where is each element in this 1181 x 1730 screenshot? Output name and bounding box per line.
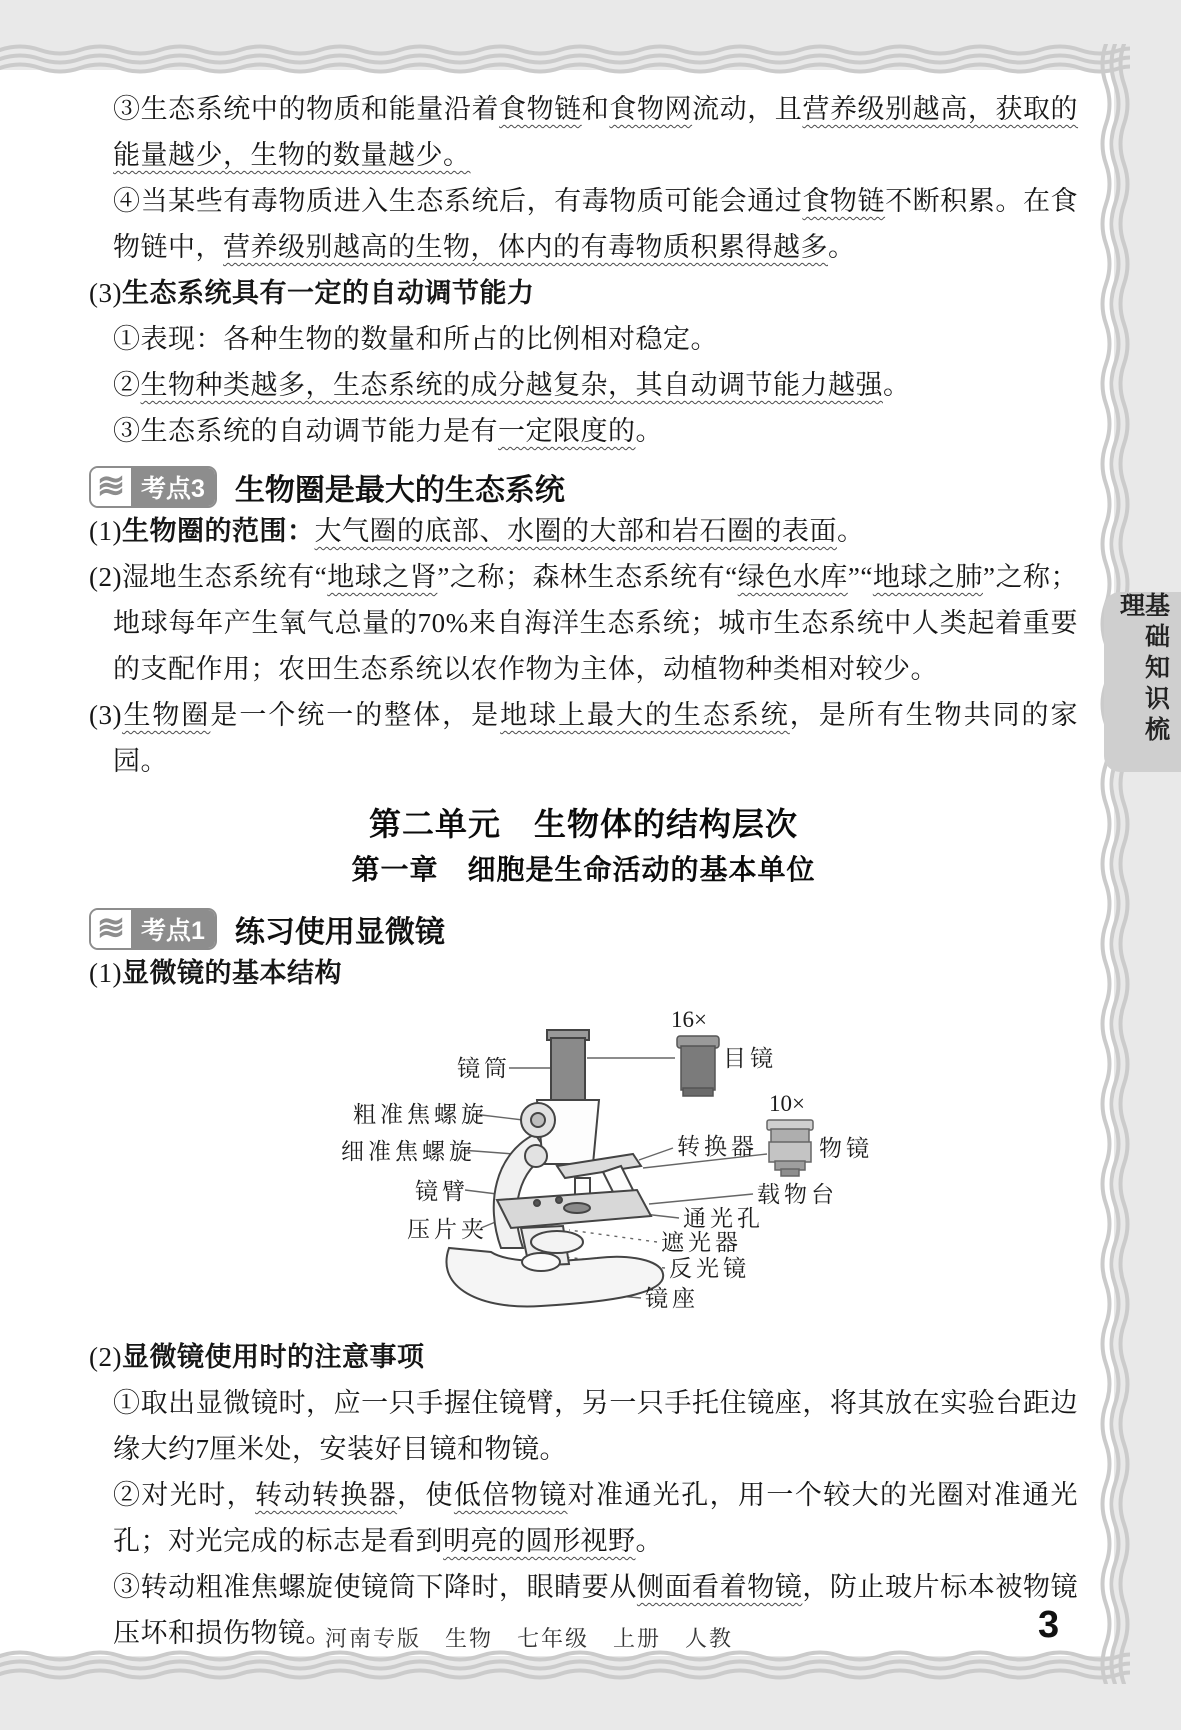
- heading-microscope-notes: [89, 1334, 1078, 1380]
- paragraph-note-1: [89, 1380, 1078, 1472]
- text-segment: 明亮的圆形视野: [443, 1526, 636, 1556]
- text-segment: ③生态系统中的物质和能量沿着: [113, 94, 500, 124]
- paragraph-sr-3: [89, 408, 1078, 454]
- triple-wave-icon: ≋: [91, 910, 131, 948]
- text-segment: ”之称；森林生态系统有“: [437, 562, 738, 592]
- label-stage-clips: 压片夹: [407, 1217, 488, 1242]
- microscope-diagram: [89, 1002, 969, 1334]
- paragraph-sr-1: [89, 316, 1078, 362]
- label-nosepiece: 转换器: [677, 1134, 758, 1159]
- label-diaphragm: 遮光器: [661, 1230, 742, 1255]
- text-segment: ③转动粗准焦螺旋使镜筒下降时，眼睛要从: [113, 1572, 637, 1602]
- text-segment: 营养级别越高，获取的能量越少，生物的数量越少。: [113, 94, 1079, 170]
- label-mirror: 反光镜: [669, 1256, 750, 1281]
- paragraph-ecosystem-flow: [89, 86, 1078, 178]
- paragraph-toxins: [89, 178, 1078, 270]
- text-segment: 大气圈的底部、水圈的大部和岩石圈的表面: [314, 516, 837, 546]
- section-kaodian-3: [89, 466, 1078, 508]
- label-eyepiece: 目镜: [723, 1046, 777, 1071]
- label-base: 镜座: [645, 1286, 699, 1311]
- paragraph-biosphere-whole: [89, 692, 1078, 784]
- text-segment: 。: [635, 416, 663, 446]
- text-segment: 。: [836, 516, 865, 546]
- text-segment: ①表现：各种生物的数量和所占的比例相对稳定。: [113, 324, 718, 354]
- page-number: 3: [1038, 1604, 1060, 1646]
- text-segment: 生态系统具有一定的自动调节能力: [121, 278, 535, 308]
- chapter-heading: 第一章 细胞是生命活动的基本单位: [351, 854, 816, 885]
- text-segment: ②: [113, 370, 141, 400]
- text-segment: 。: [883, 370, 911, 400]
- text-segment: (2): [89, 1342, 122, 1372]
- text-segment: (1): [89, 516, 122, 546]
- kaodian-3-badge: [89, 466, 217, 508]
- text-segment: 食物网: [609, 94, 693, 124]
- label-stage: 载物台: [757, 1182, 838, 1207]
- objective-image: [767, 1120, 813, 1176]
- triple-wave-icon: ≋: [91, 468, 131, 506]
- text-segment: 和: [581, 94, 610, 124]
- paragraph-note-2: [89, 1472, 1078, 1564]
- text-segment: 。: [635, 1526, 663, 1556]
- main-text-column: [0, 86, 1114, 1656]
- text-segment: ，使: [397, 1480, 454, 1510]
- paragraph-sr-2: [89, 362, 1078, 408]
- text-segment: 地球上最大的生态系统: [500, 700, 790, 730]
- paragraph-ecosystem-types: [89, 554, 1078, 692]
- paragraph-biosphere-range: [89, 508, 1078, 554]
- label-objective: 物镜: [819, 1136, 873, 1161]
- text-segment: 低倍物镜: [453, 1480, 568, 1510]
- text-segment: 流动，且: [692, 94, 803, 124]
- unit-heading: 第二单元 生物体的结构层次: [368, 806, 798, 842]
- label-body-tube: 镜筒: [457, 1056, 511, 1081]
- text-segment: 。: [828, 232, 856, 262]
- side-tab-basic-knowledge: [1104, 592, 1181, 772]
- text-segment: 一定限度的: [498, 416, 636, 446]
- label-arm: 镜臂: [415, 1179, 469, 1204]
- text-segment: (3): [89, 700, 122, 730]
- text-segment: 生物圈的范围：: [121, 516, 315, 546]
- text-segment: 生物圈: [121, 700, 211, 730]
- text-segment: (2)湿地生态系统有“: [89, 562, 328, 592]
- kaodian-1-badge: [89, 908, 217, 950]
- text-segment: 地球之肺: [872, 562, 983, 592]
- text-segment: 显微镜的基本结构: [121, 958, 342, 988]
- microscope-drawing: [89, 1002, 969, 1334]
- footer-edition-info: 河南专版 生物 七年级 上册 人教: [324, 1626, 733, 1651]
- kaodian-3-title: 生物圈是最大的生态系统: [234, 474, 565, 507]
- kaodian-3-badge-label: 考点3: [131, 468, 215, 506]
- heading-microscope-structure: [89, 950, 1078, 996]
- text-segment: ”之称；地球每年产生氧气总量的70%来自海洋生态系统；城市生态系统中人类起着重要的支配作用；农田生态系统以农作物为主体，动植物种类相对较少。: [113, 562, 1079, 684]
- eyepiece-magnification-label: 16×: [671, 1007, 707, 1032]
- text-segment: 不断积累。在食物链中，: [113, 186, 1079, 262]
- section-kaodian-1: [89, 908, 1078, 950]
- text-segment: ②对光时，: [113, 1480, 256, 1510]
- text-segment: 生物种类越多，生态系统的成分越复杂，其自动调节能力越强: [140, 370, 883, 400]
- text-segment: 食物链: [802, 186, 886, 216]
- text-segment: 地球之肾: [327, 562, 438, 592]
- text-segment: ③生态系统的自动调节能力是有: [113, 416, 498, 446]
- heading-self-regulation: [89, 270, 1078, 316]
- side-tab-label: 基础知识梳理: [1116, 592, 1170, 747]
- text-segment: 食物链: [499, 94, 582, 124]
- text-segment: 绿色水库: [737, 562, 848, 592]
- text-segment: ”“: [847, 562, 873, 592]
- label-coarse-focus-knob: 粗准焦螺旋: [353, 1102, 488, 1127]
- text-segment: 是一个统一的整体，是: [210, 700, 501, 730]
- label-fine-focus-knob: 细准焦螺旋: [341, 1139, 476, 1164]
- label-aperture: 通光孔: [683, 1206, 764, 1231]
- text-segment: (3): [89, 278, 122, 308]
- text-segment: 对准通光孔，用一个较大的光圈对准通光孔；对光完成的标志是看到: [113, 1480, 1079, 1556]
- text-segment: ④当某些有毒物质进入生态系统后，有毒物质可能会通过: [113, 186, 803, 216]
- kaodian-1-title: 练习使用显微镜: [234, 916, 445, 949]
- text-segment: 转动转换器: [255, 1480, 398, 1510]
- objective-magnification-label: 10×: [769, 1091, 805, 1116]
- text-segment: 营养级别越高的生物，体内的有毒物质积累得越多: [223, 232, 828, 262]
- text-segment: ①取出显微镜时，应一只手握住镜臂，另一只手托住镜座，将其放在实验台距边缘大约7厘米处，安装好目镜和物镜。: [113, 1388, 1078, 1464]
- text-segment: 侧面看着物镜: [636, 1572, 803, 1602]
- text-segment: 显微镜使用时的注意事项: [121, 1342, 425, 1372]
- text-segment: ，是所有生物共同的家园。: [113, 700, 1079, 776]
- kaodian-1-badge-label: 考点1: [131, 910, 215, 948]
- eyepiece-image: [677, 1036, 719, 1096]
- text-segment: (1): [89, 958, 122, 988]
- text-segment: ，防止玻片标本被物镜压坏和损伤物镜。: [113, 1572, 1079, 1648]
